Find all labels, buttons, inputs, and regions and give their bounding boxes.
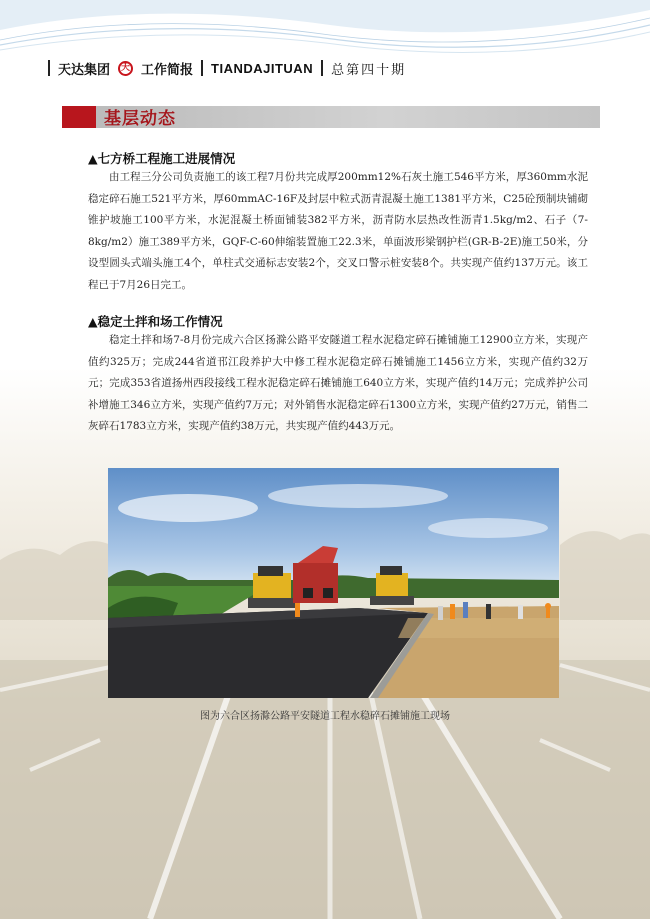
- article-body: [88, 167, 588, 296]
- masthead: [48, 57, 406, 79]
- brand-name: 天达集团: [58, 62, 111, 78]
- article-heading: ▲稳定土拌和场工作情况: [88, 314, 223, 329]
- section-accent-block: [62, 106, 96, 128]
- issue-number: 总第四十期: [331, 62, 407, 78]
- masthead-divider: [48, 60, 50, 76]
- brand-name-english: TIANDAJITUAN: [211, 60, 314, 76]
- company-logo-icon: 天: [118, 61, 133, 76]
- section-title: 基层动态: [104, 109, 176, 129]
- masthead-divider: [201, 60, 203, 76]
- bulletin-title: 工作简报: [141, 62, 194, 78]
- masthead-divider: [321, 60, 323, 76]
- article-paragraph: 稳定土拌和场7-8月份完成六合区扬滁公路平安隧道工程水泥稳定碎石摊铺施工12900立方米，实现产值约325万；完成244省道邗江段养护大中修工程水泥稳定碎石摊铺施工1456立方米，实现产值约32万元；完成353省道扬州西段接线工程水泥稳定碎石摊铺施工640立方米，实现产值约14万元；完成养护公司补增施工346立方米，实现产值约7万元；对外销售水泥稳定碎石1300立方米，实现产值约27万元，销售二灰碎石1783立方米，实现产值约38万元，共实现产值约443万元。: [88, 334, 588, 432]
- article-paragraph: 由工程三分公司负责施工的该工程7月份共完成厚200mm12%石灰土施工546平方米，厚360mm水泥稳定碎石施工521平方米，厚60mmAC-16F及封层中粒式沥青混凝土施工1381平方米，C25砼预制块铺砌锥护坡施工100平方米，水泥混凝土桥面铺装382平方米，沥青防水层热改性沥青1.5kg/m2、石子（7-8kg/m2）施工389平方米，GQF-C-60伸缩装置施工22.3米，单面波形梁钢护栏(GR-B-2E)施工50米，分设型圆头式端头施工4个，单柱式交通标志安装2个，交叉口警示桩安装8个。共实现产值约137万元。该工程已于7月26日完工。: [88, 171, 588, 291]
- construction-site-photo: [108, 468, 559, 698]
- article-body: [88, 330, 588, 438]
- article-heading: ▲七方桥工程施工进展情况: [88, 151, 236, 166]
- photo-caption: 图为六合区扬滁公路平安隧道工程水稳碎石摊铺施工现场: [200, 711, 450, 722]
- paving-scene-illustration: [108, 468, 559, 698]
